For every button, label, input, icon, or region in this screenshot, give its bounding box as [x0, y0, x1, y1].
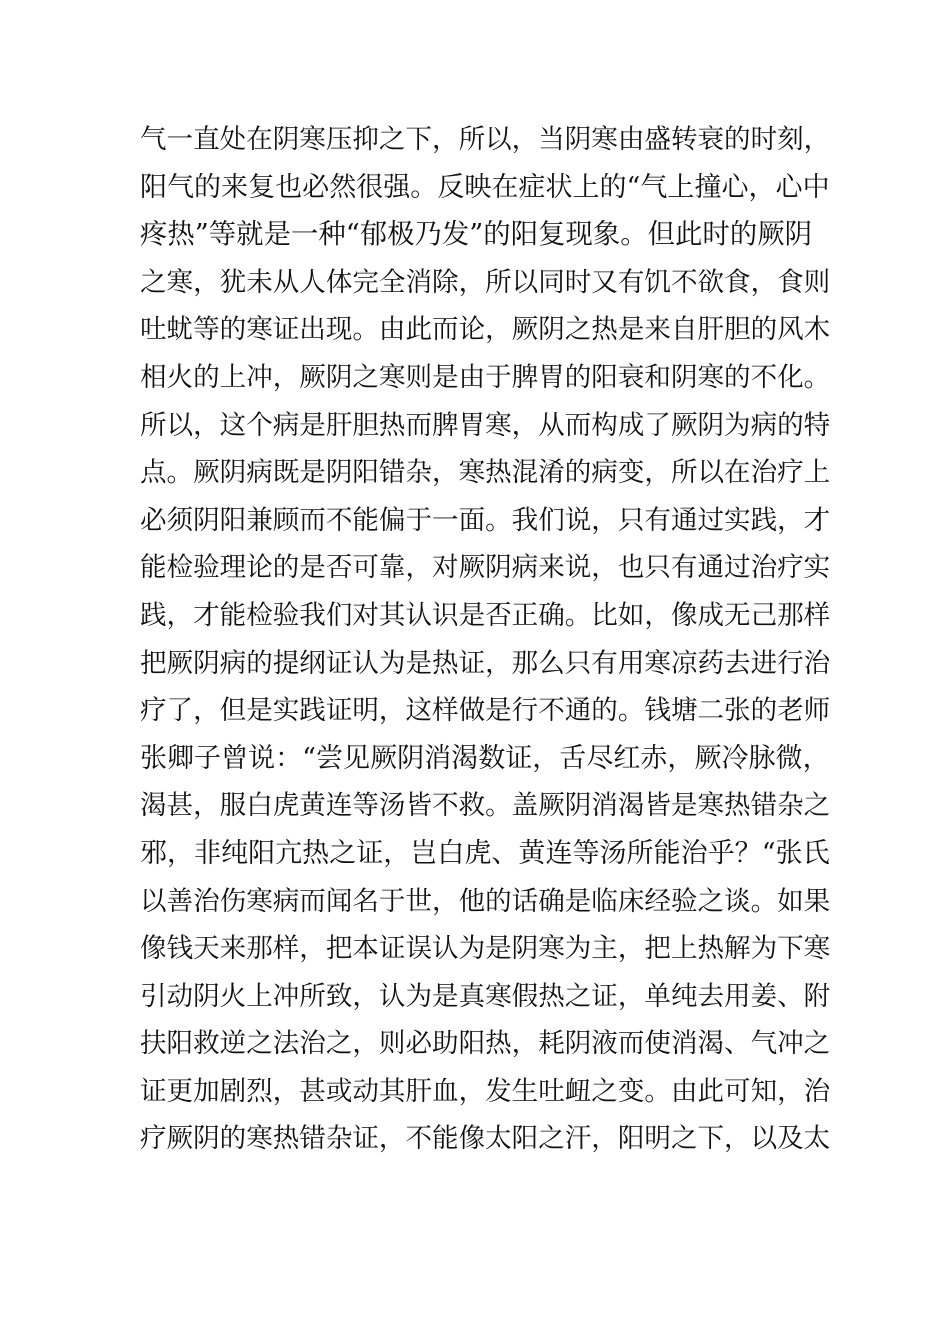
text-line: 点。厥阴病既是阴阳错杂，寒热混淆的病变，所以在治疗上 [140, 457, 831, 489]
text-line: 张卿子曾说：“尝见厥阴消渴数证，舌尽红赤，厥冷脉微， [140, 742, 830, 774]
text-line: 之寒，犹未从人体完全消除，所以同时又有饥不欲食，食则 [140, 266, 831, 298]
text-line: 引动阴火上冲所致，认为是真寒假热之证，单纯去用姜、附 [140, 980, 831, 1012]
text-line: 阳气的来复也必然很强。反映在症状上的“气上撞心，心中 [140, 171, 830, 203]
text-line: 吐蚘等的寒证出现。由此而论，厥阴之热是来自肝胆的风木 [140, 314, 831, 346]
text-line: 相火的上冲，厥阴之寒则是由于脾胃的阳衰和阴寒的不化。 [140, 361, 831, 393]
text-line: 渴甚，服白虎黄连等汤皆不救。盖厥阴消渴皆是寒热错杂之 [140, 790, 831, 822]
text-line: 践，才能检验我们对其认识是否正确。比如，像成无己那样 [140, 599, 831, 631]
text-line: 能检验理论的是否可靠，对厥阴病来说，也只有通过治疗实 [140, 552, 831, 584]
text-line: 必须阴阳兼顾而不能偏于一面。我们说，只有通过实践，才 [140, 504, 831, 536]
text-line: 把厥阴病的提纲证认为是热证，那么只有用寒凉药去进行治 [140, 647, 831, 679]
text-line: 疗了，但是实践证明，这样做是行不通的。钱塘二张的老师 [140, 695, 831, 727]
text-line: 邪，非纯阳亢热之证，岂白虎、黄连等汤所能治乎？“张氏 [140, 837, 830, 869]
text-line: 以善治伤寒病而闻名于世，他的话确是临床经验之谈。如果 [140, 885, 831, 917]
text-line: 证更加剧烈，甚或动其肝血，发生吐衄之变。由此可知，治 [140, 1075, 831, 1107]
text-line: 疗厥阴的寒热错杂证，不能像太阳之汗，阳明之下，以及太 [140, 1123, 831, 1155]
text-line: 所以，这个病是肝胆热而脾胃寒，从而构成了厥阴为病的特 [140, 409, 831, 441]
text-line: 扶阳救逆之法治之，则必助阳热，耗阴液而使消渴、气冲之 [140, 1028, 831, 1060]
text-line: 像钱天来那样，把本证误认为是阴寒为主，把上热解为下寒 [140, 933, 831, 965]
body-text [140, 116, 830, 1163]
text-line: 疼热”等就是一种“郁极乃发”的阳复现象。但此时的厥阴 [140, 219, 812, 251]
text-line: 气一直处在阴寒压抑之下，所以，当阴寒由盛转衰的时刻， [140, 124, 831, 155]
